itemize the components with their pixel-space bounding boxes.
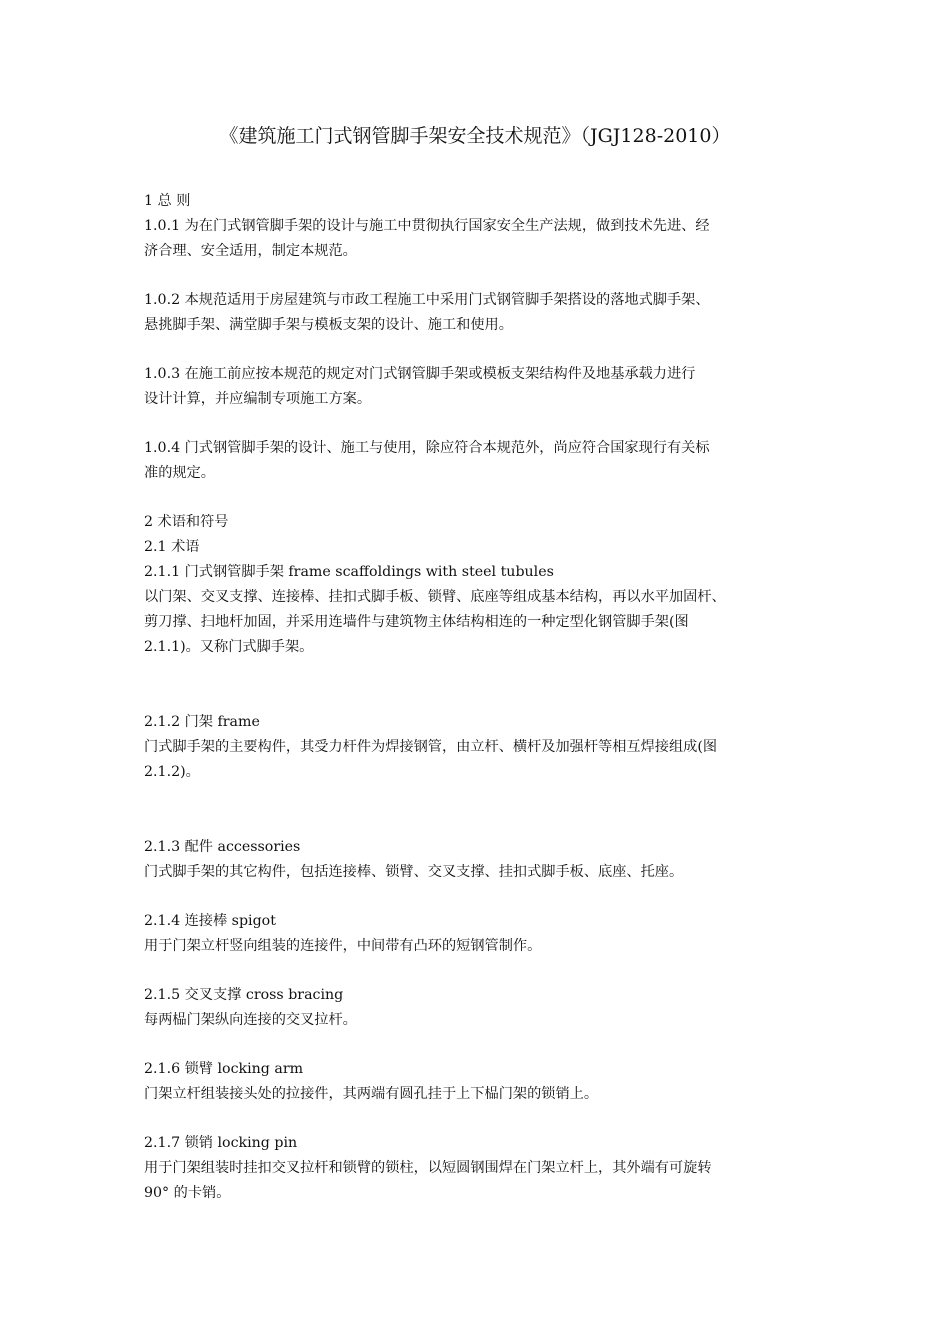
clause-2-1-5 xyxy=(144,983,812,1033)
chapter-2-heading: 2 术语和符号 xyxy=(144,514,229,530)
clause-2-1-3 xyxy=(144,835,812,885)
term-heading: 2.1.5 交叉支撑 cross bracing xyxy=(144,987,344,1003)
document-title: 《建筑施工门式钢管脚手架安全技术规范》（JGJ128-2010） xyxy=(219,125,731,147)
term-heading: 2.1.1 门式钢管脚手架 frame scaffoldings with steel tubules xyxy=(144,564,554,580)
paragraph-line: 用于门架组装时挂扣交叉拉杆和锁臂的锁柱，以短圆钢围焊在门架立杆上，其外端有可旋转 xyxy=(144,1160,712,1176)
paragraph-line: 门式脚手架的主要构件，其受力杆件为焊接钢管，由立杆、横杆及加强杆等相互焊接组成(图 xyxy=(144,739,718,755)
clause-1-0-3 xyxy=(144,362,812,412)
clause-1-0-4 xyxy=(144,436,812,486)
clause-1-0-1 xyxy=(144,214,812,264)
term-heading: 2.1.4 连接棒 spigot xyxy=(144,913,276,929)
paragraph-line: 门式脚手架的其它构件，包括连接棒、锁臂、交叉支撑、挂扣式脚手板、底座、托座。 xyxy=(144,864,684,880)
paragraph-line: 90° 的卡销。 xyxy=(144,1185,231,1201)
section-2-1-heading: 2.1 术语 xyxy=(144,539,200,555)
paragraph-line: 济合理、安全适用，制定本规范。 xyxy=(144,243,357,259)
paragraph-line: 以门架、交叉支撑、连接棒、挂扣式脚手板、锁臂、底座等组成基本结构，再以水平加固杆、 xyxy=(144,589,726,605)
clause-2-1-2 xyxy=(144,710,812,785)
clause-2-1-7 xyxy=(144,1131,812,1206)
paragraph-line: 1.0.4 门式钢管脚手架的设计、施工与使用，除应符合本规范外，尚应符合国家现行有关标 xyxy=(144,440,710,456)
paragraph-line: 1.0.1 为在门式钢管脚手架的设计与施工中贯彻执行国家安全生产法规，做到技术先进、经 xyxy=(144,218,710,234)
paragraph-line: 1.0.2 本规范适用于房屋建筑与市政工程施工中采用门式钢管脚手架搭设的落地式脚手架、 xyxy=(144,292,710,308)
term-heading: 2.1.6 锁臂 locking arm xyxy=(144,1061,304,1077)
paragraph-line: 门架立杆组装接头处的拉接件，其两端有圆孔挂于上下榀门架的锁销上。 xyxy=(144,1086,599,1102)
paragraph-line: 剪刀撑、扫地杆加固，并采用连墙件与建筑物主体结构相连的一种定型化钢管脚手架(图 xyxy=(144,614,689,630)
term-heading: 2.1.2 门架 frame xyxy=(144,714,260,730)
clause-2-1-6 xyxy=(144,1057,812,1107)
clause-2-1-4 xyxy=(144,909,812,959)
term-heading: 2.1.7 锁销 locking pin xyxy=(144,1135,298,1151)
clause-2-1-1 xyxy=(144,560,812,660)
paragraph-line: 准的规定。 xyxy=(144,465,215,481)
paragraph-line: 2.1.1)。又称门式脚手架。 xyxy=(144,639,314,655)
paragraph-line: 2.1.2)。 xyxy=(144,764,200,780)
paragraph-line: 1.0.3 在施工前应按本规范的规定对门式钢管脚手架或模板支架结构件及地基承载力进行 xyxy=(144,366,696,382)
paragraph-line: 悬挑脚手架、满堂脚手架与模板支架的设计、施工和使用。 xyxy=(144,317,513,333)
document-body xyxy=(144,189,812,1206)
paragraph-line: 设计计算，并应编制专项施工方案。 xyxy=(144,391,372,407)
chapter-1-heading: 1 总 则 xyxy=(144,193,191,209)
paragraph-line: 每两榀门架纵向连接的交叉拉杆。 xyxy=(144,1012,357,1028)
paragraph-line: 用于门架立杆竖向组装的连接件，中间带有凸环的短钢管制作。 xyxy=(144,938,542,954)
clause-1-0-2 xyxy=(144,288,812,338)
term-heading: 2.1.3 配件 accessories xyxy=(144,839,301,855)
